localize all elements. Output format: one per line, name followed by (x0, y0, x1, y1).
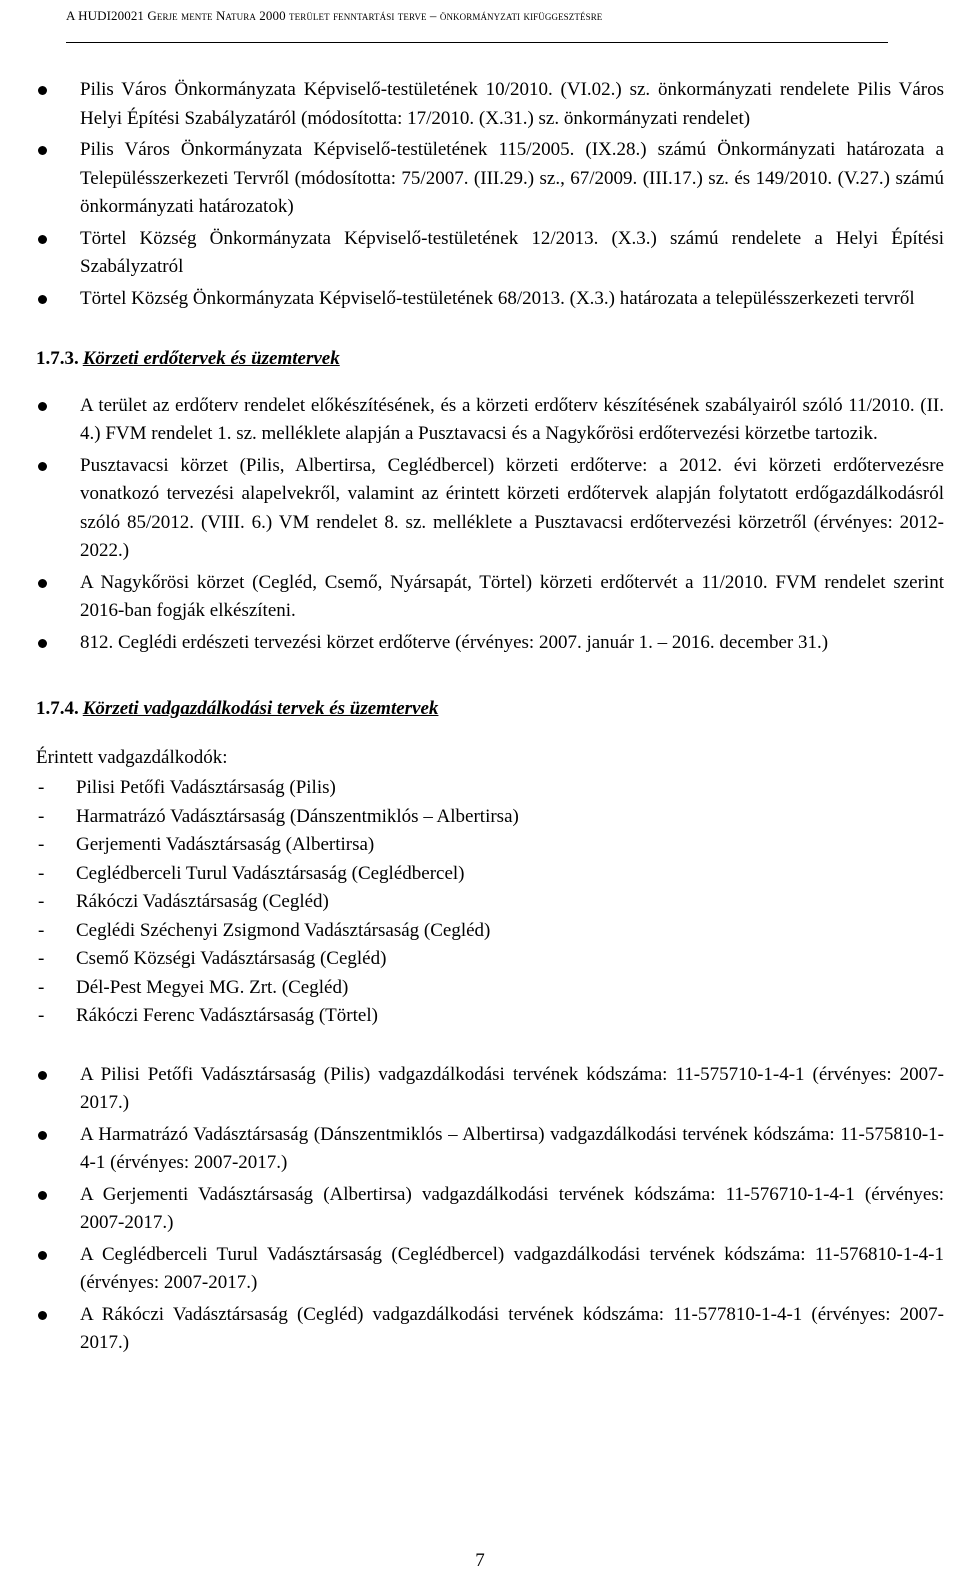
bullet-icon (38, 1191, 47, 1200)
list-item: - Ceglédberceli Turul Vadásztársaság (Ceglédbercel) (36, 860, 944, 889)
list-item: - Harmatrázó Vadásztársaság (Dánszentmiklós – Albertirsa) (36, 803, 944, 832)
bullet-icon (38, 1071, 47, 1080)
list-item: A Rákóczi Vadásztársaság (Cegléd) vadgazdálkodási tervének kódszáma: 11-577810-1-4-1 (érvényes: 2007-2017.) (36, 1301, 944, 1358)
bullet-icon (38, 1311, 47, 1320)
list-item: 812. Ceglédi erdészeti tervezési körzet erdőterve (érvényes: 2007. január 1. – 2016. december 31.) (36, 629, 944, 658)
dash-marker: - (38, 891, 45, 912)
dash-marker: - (38, 834, 45, 855)
dash-marker: - (38, 976, 45, 998)
list-item: - Rákóczi Vadásztársaság (Cegléd) (36, 888, 944, 917)
bullet-icon (38, 235, 47, 244)
bullet-icon (38, 1251, 47, 1260)
list-item: - Csemő Községi Vadásztársaság (Cegléd) (36, 945, 944, 974)
dash-marker: - (38, 919, 45, 941)
list-item: A terület az erdőterv rendelet előkészítésének, és a körzeti erdőterv készítésének szabályairól szóló 11/2010. (II. 4.) FVM rendelet 1. sz. melléklete alapján a Pusztavacsi és a Nagykőrösi erdőtervezési körzetbe tartozik. (36, 392, 944, 449)
section-number: 1.7.4. (36, 698, 79, 719)
section-title: Körzeti erdőtervek és üzemtervek (82, 348, 340, 369)
header-rule (66, 42, 888, 43)
list-item: Pilis Város Önkormányzata Képviselő-testületének 10/2010. (VI.02.) sz. önkormányzati rendelete Pilis Város Helyi Építési Szabályzatáról (módosította: 17/2010. (X.31.) sz. önkormányzati rendelet) (36, 76, 944, 133)
dash-marker: - (38, 862, 45, 884)
game-managers-list (36, 774, 944, 1031)
list-item: A Ceglédberceli Turul Vadásztársaság (Ceglédbercel) vadgazdálkodási tervének kódszáma: 11-576810-1-4-1 (érvényes: 2007-2017.) (36, 1241, 944, 1298)
section-heading-174 (36, 695, 944, 724)
bullet-icon (38, 639, 47, 648)
bullet-icon (38, 86, 47, 95)
list-item: Törtel Község Önkormányzata Képviselő-testületének 12/2013. (X.3.) számú rendelete a Helyi Építési Szabályzatról (36, 225, 944, 282)
dash-marker: - (38, 805, 45, 827)
list-item: Pilis Város Önkormányzata Képviselő-testületének 115/2005. (IX.28.) számú Önkormányzati határozata a Településszerkezeti Tervről (módosította: 75/2007. (III.29.) sz., 67/2009. (III.17.) sz. és 149/2010. (V.27.) számú önkormányzati határozatok) (36, 136, 944, 222)
list-item: A Gerjementi Vadásztársaság (Albertirsa) vadgazdálkodási tervének kódszáma: 11-576710-1-4-1 (érvényes: 2007-2017.) (36, 1181, 944, 1238)
list-item: - Dél-Pest Megyei MG. Zrt. (Cegléd) (36, 974, 944, 1003)
page-number: 7 (475, 1550, 485, 1571)
list-item: A Nagykőrösi körzet (Cegléd, Csemő, Nyársapát, Törtel) körzeti erdőtervét a 11/2010. FVM rendelet szerint 2016-ban fogják elkészíteni. (36, 569, 944, 626)
bullet-icon (38, 402, 47, 411)
list-item: - Ceglédi Széchenyi Zsigmond Vadásztársaság (Cegléd) (36, 917, 944, 946)
bullet-icon (38, 579, 47, 588)
section-heading-173 (36, 345, 944, 374)
list-item: - Rákóczi Ferenc Vadásztársaság (Törtel) (36, 1002, 944, 1031)
document-body (36, 76, 944, 1358)
list-item: - Pilisi Petőfi Vadásztársaság (Pilis) (36, 774, 944, 803)
forest-plan-list (36, 392, 944, 658)
bullet-icon (38, 462, 47, 471)
list-item: Törtel Község Önkormányzata Képviselő-testületének 68/2013. (X.3.) határozata a településszerkezeti tervről (36, 285, 944, 314)
bullet-icon (38, 146, 47, 155)
section-title: Körzeti vadgazdálkodási tervek és üzemtervek (82, 698, 439, 719)
header-text: A HUDI20021 Gerje mente Natura 2000 terület fenntartási terve – önkormányzati kifüggesztésre (66, 8, 603, 23)
dash-marker: - (38, 1005, 45, 1026)
section-number: 1.7.3. (36, 348, 79, 369)
game-plan-list (36, 1061, 944, 1358)
dash-marker: - (38, 948, 45, 969)
bullet-icon (38, 1131, 47, 1140)
managers-intro: Érintett vadgazdálkodók: (36, 746, 228, 768)
regulation-list (36, 76, 944, 313)
list-item: A Harmatrázó Vadásztársaság (Dánszentmiklós – Albertirsa) vadgazdálkodási tervének kódszáma: 11-575810-1-4-1 (érvényes: 2007-2017.) (36, 1121, 944, 1178)
list-item: Pusztavacsi körzet (Pilis, Albertirsa, Ceglédbercel) körzeti erdőterve: a 2012. évi körzeti erdőtervezésre vonatkozó tervezési alapelvekről, valamint az érintett körzeti erdőtervek alapján folytatott erdőgazdálkodásról szóló 85/2012. (VIII. 6.) VM rendelet 8. sz. melléklete a Pusztavacsi erdőtervezési körzetről (érvényes: 2012-2022.) (36, 452, 944, 566)
list-item: - Gerjementi Vadásztársaság (Albertirsa) (36, 831, 944, 860)
dash-marker: - (38, 777, 45, 798)
page-header (66, 8, 888, 24)
list-item: A Pilisi Petőfi Vadásztársaság (Pilis) vadgazdálkodási tervének kódszáma: 11-575710-1-4-1 (érvényes: 2007-2017.) (36, 1061, 944, 1118)
bullet-icon (38, 295, 47, 304)
